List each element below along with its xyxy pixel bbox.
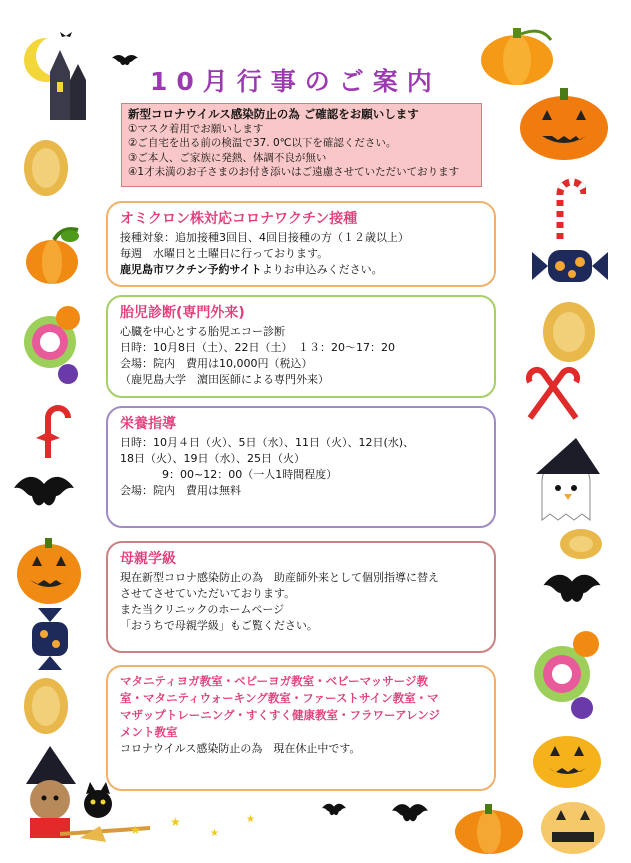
jack-o-lantern-icon [538, 792, 608, 856]
svg-text:★: ★ [210, 828, 219, 839]
svg-text:★: ★ [246, 814, 255, 825]
haunted-castle-moon-icon [20, 20, 100, 120]
ghost-witch-hat-icon [530, 434, 604, 522]
bat-icon [112, 54, 138, 68]
fetal-date: 日時：10月8日（土）、22日（土） １３：20～17：20 [120, 341, 395, 354]
macaron-icon [20, 138, 72, 198]
vaccine-site-suffix: よりお申込みください。 [261, 263, 383, 276]
lollipop-icon [528, 628, 604, 724]
nutrition-time: 9：00~12：00（一人1時間程度） [162, 468, 338, 481]
section-title: 母親学級 [120, 551, 176, 567]
mother-text: また当クリニックのホームページ [120, 603, 285, 616]
bat-icon [540, 572, 604, 612]
nutrition-section [106, 406, 496, 528]
jack-o-lantern-icon [530, 728, 604, 790]
page-title: 10月行事のご案内 [150, 67, 441, 96]
bat-icon [392, 802, 428, 828]
macaron-icon [540, 300, 598, 364]
notice-item: ③ご本人、ご家族に発熱、体調不良が無い [128, 151, 327, 164]
candy-cane-icon [30, 398, 74, 460]
fetal-venue: 会場：院内 費用は10,000円（税込） [120, 357, 313, 370]
mother-text: 「おうちで母親学級」もご覧ください。 [120, 619, 318, 632]
svg-text:★: ★ [130, 823, 141, 837]
bat-icon [14, 474, 74, 516]
wrapped-candy-icon [530, 236, 610, 296]
macaron-icon [558, 526, 604, 562]
notice-item: ②ご自宅を出る前の検温で37. 0℃以下を確認ください。 [128, 137, 397, 149]
mother-class-section [106, 541, 496, 653]
bat-icon [322, 802, 346, 820]
classes-status: コロナウイルス感染防止の為 現在休止中です。 [120, 742, 361, 755]
wrapped-candy-icon [20, 606, 80, 672]
candy-cane-bow-icon [522, 360, 584, 422]
mother-text: 現在新型コロナ感染防止の為 助産師外来として個別指導に替え [120, 571, 439, 584]
lollipop-icon [18, 300, 88, 388]
jack-o-lantern-icon [14, 532, 84, 606]
notice-item: ④1才未満のお子さまのお付き添いはご遠慮させていただいております [128, 166, 460, 178]
classes-list: メント教室 [120, 725, 178, 739]
mother-text: させてさせていただいております。 [120, 587, 296, 600]
jack-o-lantern-icon [518, 80, 610, 162]
nutrition-date: 18日（火）、19日（水）、25日（火） [120, 452, 305, 465]
nutrition-date: 日時：10月４日（火）、5日（水）、11日（火）、12日(水)、 [120, 436, 415, 449]
pumpkin-icon [452, 800, 526, 856]
nutrition-venue: 会場：院内 費用は無料 [120, 484, 241, 497]
broom-stars-icon [60, 808, 260, 848]
fetal-diagnosis-section [106, 295, 496, 398]
notice-item: ①マスク着用でお願いします [128, 122, 264, 135]
vaccine-site-link: 鹿児島市ワクチン予約サイト [120, 263, 262, 276]
classes-list: マザップトレーニング・すくすく健康教室・フラワーアレンジ [120, 708, 440, 722]
classes-list: 室・マタニティウォーキング教室・ファーストサイン教室・マ [120, 691, 439, 705]
classes-section [106, 665, 496, 791]
candy-cane-icon [546, 170, 586, 246]
notice-heading: 新型コロナウイルス感染防止の為 ご確認をお願いします [128, 107, 419, 121]
fetal-desc: 心臓を中心とする胎児エコー診断 [120, 325, 285, 338]
section-title: 胎児診断(専門外来) [120, 305, 245, 321]
vaccine-schedule: 毎週 水曜日と土曜日に行っております。 [120, 247, 329, 260]
section-title: オミクロン株対応コロナワクチン接種 [120, 211, 358, 227]
macaron-icon [20, 676, 72, 736]
pumpkin-icon [478, 20, 556, 86]
vaccine-target: 接種対象：追加接種3回目、4回目接種の方（１２歳以上） [120, 231, 409, 244]
pumpkin-icon [24, 220, 82, 290]
classes-list: マタニティヨガ教室・ベビーヨガ教室・ベビーマッサージ教 [120, 674, 428, 688]
section-title: 栄養指導 [120, 416, 176, 432]
fetal-doctor: （鹿児島大学 濵田医師による専門外来） [120, 373, 329, 386]
vaccine-section [106, 201, 496, 287]
svg-text:★: ★ [170, 815, 181, 829]
covid-notice-box [121, 103, 482, 187]
